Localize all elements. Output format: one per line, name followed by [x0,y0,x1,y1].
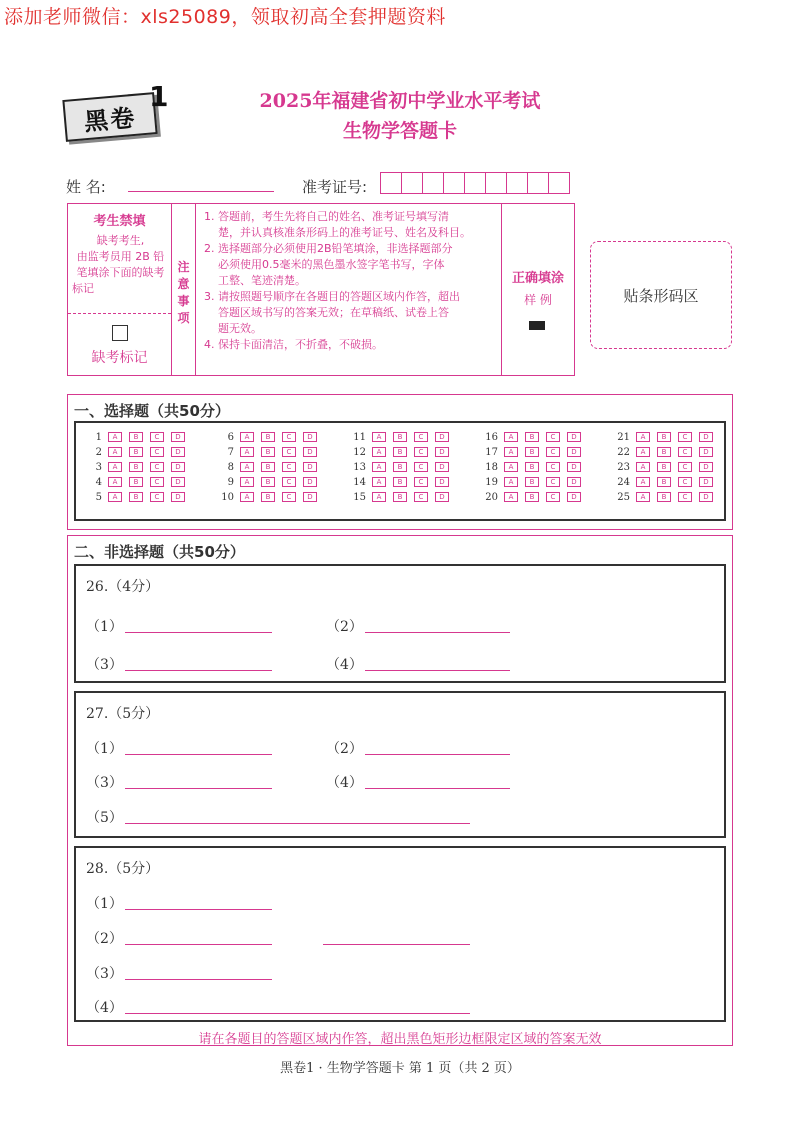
answer-bubble[interactable]: C [678,477,692,487]
answer-bubble[interactable]: C [414,462,428,472]
answer-line[interactable] [125,788,272,789]
choice-grid [74,421,726,521]
choice-question-row [346,475,456,489]
answer-bubble[interactable]: A [240,447,254,457]
answer-bubble[interactable]: B [261,492,275,502]
answer-bubble[interactable]: B [393,447,407,457]
choice-question-row [346,490,456,504]
choice-question-row [610,490,720,504]
answer-bubble[interactable]: A [504,447,518,457]
answer-bubble[interactable]: B [657,432,671,442]
answer-bubble[interactable]: D [171,462,185,472]
absent-checkbox[interactable] [112,325,128,341]
question-28-title: 28.（5分） [86,861,160,877]
question-number: 20 [485,491,498,503]
question-number: 24 [617,476,630,488]
answer-bubble[interactable]: D [435,492,449,502]
answer-line[interactable] [125,909,272,910]
exam-id-label: 准考证号: [302,178,368,196]
choice-section [67,394,733,530]
part-label: （4） [326,775,363,791]
answer-bubble[interactable]: B [129,432,143,442]
answer-bubble[interactable]: B [129,462,143,472]
part-label: （2） [326,619,363,635]
absent-note-line: 缺考考生, [96,234,145,247]
question-number: 1 [95,431,102,443]
question-number: 3 [95,461,102,473]
answer-bubble[interactable]: D [435,477,449,487]
notice-line: 工整、笔迹清楚。 [218,274,306,287]
answer-bubble[interactable]: D [699,447,713,457]
answer-bubble[interactable]: A [108,462,122,472]
sample-panel [502,204,574,375]
answer-area-warning: 请在各题目的答题区域内作答，超出黑色矩形边框限定区域的答案无效 [198,1032,602,1047]
absent-panel [68,204,172,375]
choice-question-row [82,460,192,474]
choice-question-row [610,430,720,444]
choice-question-row [82,430,192,444]
answer-bubble[interactable]: C [150,432,164,442]
answer-bubble[interactable]: D [699,492,713,502]
answer-bubble[interactable]: A [504,432,518,442]
answer-bubble[interactable]: D [567,492,581,502]
answer-bubble[interactable]: B [657,477,671,487]
answer-bubble[interactable]: A [372,492,386,502]
answer-bubble[interactable]: A [240,492,254,502]
answer-line[interactable] [125,1013,470,1014]
answer-bubble[interactable]: D [435,447,449,457]
answer-bubble[interactable]: A [636,477,650,487]
answer-line[interactable] [365,670,510,671]
answer-bubble[interactable]: C [150,462,164,472]
answer-line[interactable] [125,979,272,980]
exam-id-digit[interactable] [548,172,570,194]
answer-bubble[interactable]: C [678,462,692,472]
answer-bubble[interactable]: C [678,492,692,502]
answer-line[interactable] [365,632,510,633]
exam-id-digit[interactable] [464,172,486,194]
choice-question-row [478,490,588,504]
question-27-title: 27.（5分） [86,706,160,722]
name-label: 姓 名: [66,178,106,196]
exam-title: 2025年福建省初中学业水平考试 [259,90,541,112]
answer-bubble[interactable]: C [150,477,164,487]
answer-bubble[interactable]: C [282,432,296,442]
part-label: （3） [86,775,123,791]
choice-question-row [214,490,324,504]
answer-bubble[interactable]: C [414,447,428,457]
answer-bubble[interactable]: C [282,447,296,457]
answer-bubble[interactable]: B [261,447,275,457]
absent-mark-label: 缺考标记 [91,350,148,366]
answer-bubble[interactable]: A [240,477,254,487]
choice-question-row [610,445,720,459]
answer-bubble[interactable]: B [525,477,539,487]
exam-id-digit[interactable] [401,172,423,194]
answer-bubble[interactable]: D [567,432,581,442]
answer-bubble[interactable]: A [108,492,122,502]
choice-question-row [82,445,192,459]
question-number: 14 [353,476,366,488]
answer-bubble[interactable]: A [636,492,650,502]
answer-bubble[interactable]: A [372,477,386,487]
answer-line[interactable] [125,823,470,824]
choice-question-row [346,445,456,459]
choice-question-row [214,430,324,444]
question-number: 11 [353,431,366,443]
answer-bubble[interactable]: A [108,432,122,442]
question-number: 7 [227,446,234,458]
answer-bubble[interactable]: D [171,477,185,487]
part-label: （5） [86,810,123,826]
exam-id-digit[interactable] [506,172,528,194]
answer-bubble[interactable]: A [108,477,122,487]
part-label: （1） [86,896,123,912]
question-number: 2 [95,446,102,458]
answer-bubble[interactable]: C [546,447,560,457]
answer-bubble[interactable]: D [699,432,713,442]
sample-label: 样 例 [524,293,552,307]
answer-bubble[interactable]: A [504,462,518,472]
part-label: （4） [86,1000,123,1016]
answer-line[interactable] [125,944,272,945]
notice-label-column [172,204,196,375]
choice-question-row [610,460,720,474]
watermark-text: 添加老师微信：xls25089，领取初高全套押题资料 [4,6,446,28]
answer-bubble[interactable]: C [414,477,428,487]
question-number: 8 [227,461,234,473]
answer-bubble[interactable]: B [657,492,671,502]
question-28-box [74,846,726,1022]
question-number: 25 [617,491,630,503]
notice-title-char: 事 [177,294,190,308]
answer-bubble[interactable]: D [567,447,581,457]
answer-bubble[interactable]: A [636,447,650,457]
part-label: （1） [86,741,123,757]
choice-question-row [82,475,192,489]
choice-question-row [346,430,456,444]
notice-items [196,204,502,375]
answer-bubble[interactable]: B [525,432,539,442]
choice-question-row [478,430,588,444]
page-footer: 黑卷1 · 生物学答题卡 第 1 页（共 2 页） [280,1061,520,1076]
answer-bubble[interactable]: D [435,462,449,472]
question-number: 21 [617,431,630,443]
brand-logo-number: 1 [149,80,169,113]
question-number: 18 [485,461,498,473]
answer-line[interactable] [125,632,272,633]
answer-bubble[interactable]: C [546,462,560,472]
answer-bubble[interactable]: B [129,477,143,487]
question-number: 13 [353,461,366,473]
answer-bubble[interactable]: B [525,447,539,457]
part-label: （4） [326,657,363,673]
answer-bubble[interactable]: A [240,432,254,442]
barcode-label: 贴条形码区 [623,286,699,305]
choice-section-title: 一、选择题（共50分） [74,402,230,420]
answer-bubble[interactable]: B [393,477,407,487]
answer-bubble[interactable]: B [261,477,275,487]
question-26-title: 26.（4分） [86,579,160,595]
barcode-area [590,241,732,349]
answer-bubble[interactable]: D [567,477,581,487]
exam-id-digit[interactable] [485,172,507,194]
answer-bubble[interactable]: A [240,462,254,472]
answer-bubble[interactable]: B [525,492,539,502]
answer-bubble[interactable]: D [303,432,317,442]
exam-id-boxes[interactable] [381,172,570,194]
choice-question-row [478,475,588,489]
answer-bubble[interactable]: B [657,447,671,457]
answer-bubble[interactable]: D [303,447,317,457]
part-label: （2） [86,931,123,947]
absent-note-line: 由监考员用 2B 铅 [76,250,165,263]
answer-bubble[interactable]: D [699,462,713,472]
notice-line: 答题区域书写的答案无效；在草稿纸、试卷上答 [218,306,449,319]
answer-bubble[interactable]: A [108,447,122,457]
answer-bubble[interactable]: D [567,462,581,472]
choice-question-row [610,475,720,489]
answer-line[interactable] [125,754,272,755]
answer-bubble[interactable]: D [303,477,317,487]
filled-bubble-sample [529,321,545,330]
question-number: 6 [227,431,234,443]
answer-bubble[interactable]: A [372,462,386,472]
answer-bubble[interactable]: B [261,462,275,472]
answer-bubble[interactable]: A [636,462,650,472]
answer-bubble[interactable]: D [171,492,185,502]
question-number: 4 [95,476,102,488]
notice-line: 楚，并认真核准条形码上的准考证号、姓名及科目。 [218,226,471,239]
answer-bubble[interactable]: A [504,477,518,487]
question-number: 10 [221,491,234,503]
answer-bubble[interactable]: C [414,492,428,502]
answer-bubble[interactable]: D [303,462,317,472]
notice-title-char: 意 [177,277,190,291]
name-field[interactable] [128,191,274,192]
notice-line: 3. 请按照题号顺序在各题目的答题区域内作答，超出 [204,290,460,303]
question-number: 9 [227,476,234,488]
absent-note-line: 笔填涂下面的缺考 [76,266,165,279]
answer-bubble[interactable]: D [171,432,185,442]
notice-line: 2. 选择题部分必须使用2B铅笔填涂，非选择题部分 [204,242,453,255]
notice-title-char: 项 [177,311,190,325]
answer-line[interactable] [365,754,510,755]
answer-bubble[interactable]: A [372,432,386,442]
question-27-box [74,691,726,838]
answer-bubble[interactable]: A [504,492,518,502]
question-number: 12 [353,446,366,458]
choice-question-row [82,490,192,504]
exam-id-digit[interactable] [380,172,402,194]
answer-bubble[interactable]: C [546,432,560,442]
answer-bubble[interactable]: D [303,492,317,502]
answer-line[interactable] [125,670,272,671]
divider [68,313,171,314]
choice-question-row [346,460,456,474]
question-number: 17 [485,446,498,458]
question-26-box [74,564,726,683]
question-number: 22 [617,446,630,458]
notice-line: 必须使用0.5毫米的黑色墨水签字笔书写，字体 [218,258,445,271]
exam-id-digit[interactable] [527,172,549,194]
question-number: 15 [353,491,366,503]
choice-question-row [478,460,588,474]
answer-bubble[interactable]: C [150,447,164,457]
choice-question-row [214,445,324,459]
answer-bubble[interactable]: D [699,477,713,487]
answer-line[interactable] [323,944,470,945]
brand-logo: 黑卷 [62,92,157,142]
question-number: 23 [617,461,630,473]
notice-line: 1. 答题前，考生先将自己的姓名、准考证号填写清 [204,210,449,223]
exam-id-digit[interactable] [443,172,465,194]
part-label: （3） [86,657,123,673]
answer-bubble[interactable]: B [657,462,671,472]
answer-bubble[interactable]: C [546,492,560,502]
answer-bubble[interactable]: B [129,447,143,457]
answer-bubble[interactable]: D [435,432,449,442]
notice-line: 题无效。 [218,322,262,335]
answer-bubble[interactable]: B [261,432,275,442]
answer-bubble[interactable]: D [171,447,185,457]
answer-bubble[interactable]: A [372,447,386,457]
choice-question-row [478,445,588,459]
nonchoice-section [67,535,733,1046]
nonchoice-section-title: 二、非选择题（共50分） [74,543,245,561]
answer-bubble[interactable]: C [546,477,560,487]
notice-title-char: 注 [177,260,190,274]
answer-bubble[interactable]: C [678,432,692,442]
exam-id-digit[interactable] [422,172,444,194]
answer-bubble[interactable]: B [393,492,407,502]
part-label: （3） [86,966,123,982]
part-label: （1） [86,619,123,635]
answer-bubble[interactable]: A [636,432,650,442]
part-label: （2） [326,741,363,757]
answer-bubble[interactable]: B [525,462,539,472]
question-number: 5 [95,491,102,503]
answer-bubble[interactable]: C [150,492,164,502]
answer-bubble[interactable]: B [393,432,407,442]
choice-question-row [214,460,324,474]
absent-note-line: 标记 [72,282,94,295]
choice-question-row [214,475,324,489]
answer-bubble[interactable]: C [282,492,296,502]
answer-line[interactable] [365,788,510,789]
sample-title: 正确填涂 [511,271,564,286]
answer-bubble[interactable]: B [129,492,143,502]
answer-bubble[interactable]: C [678,447,692,457]
absent-title: 考生禁填 [93,214,146,229]
question-number: 16 [485,431,498,443]
question-number: 19 [485,476,498,488]
answer-bubble[interactable]: B [393,462,407,472]
notice-line: 4. 保持卡面清洁，不折叠，不破损。 [204,338,383,351]
answer-bubble[interactable]: C [414,432,428,442]
answer-sheet-title: 生物学答题卡 [342,120,457,142]
answer-bubble[interactable]: C [282,462,296,472]
answer-bubble[interactable]: C [282,477,296,487]
instructions-panel [67,203,575,376]
